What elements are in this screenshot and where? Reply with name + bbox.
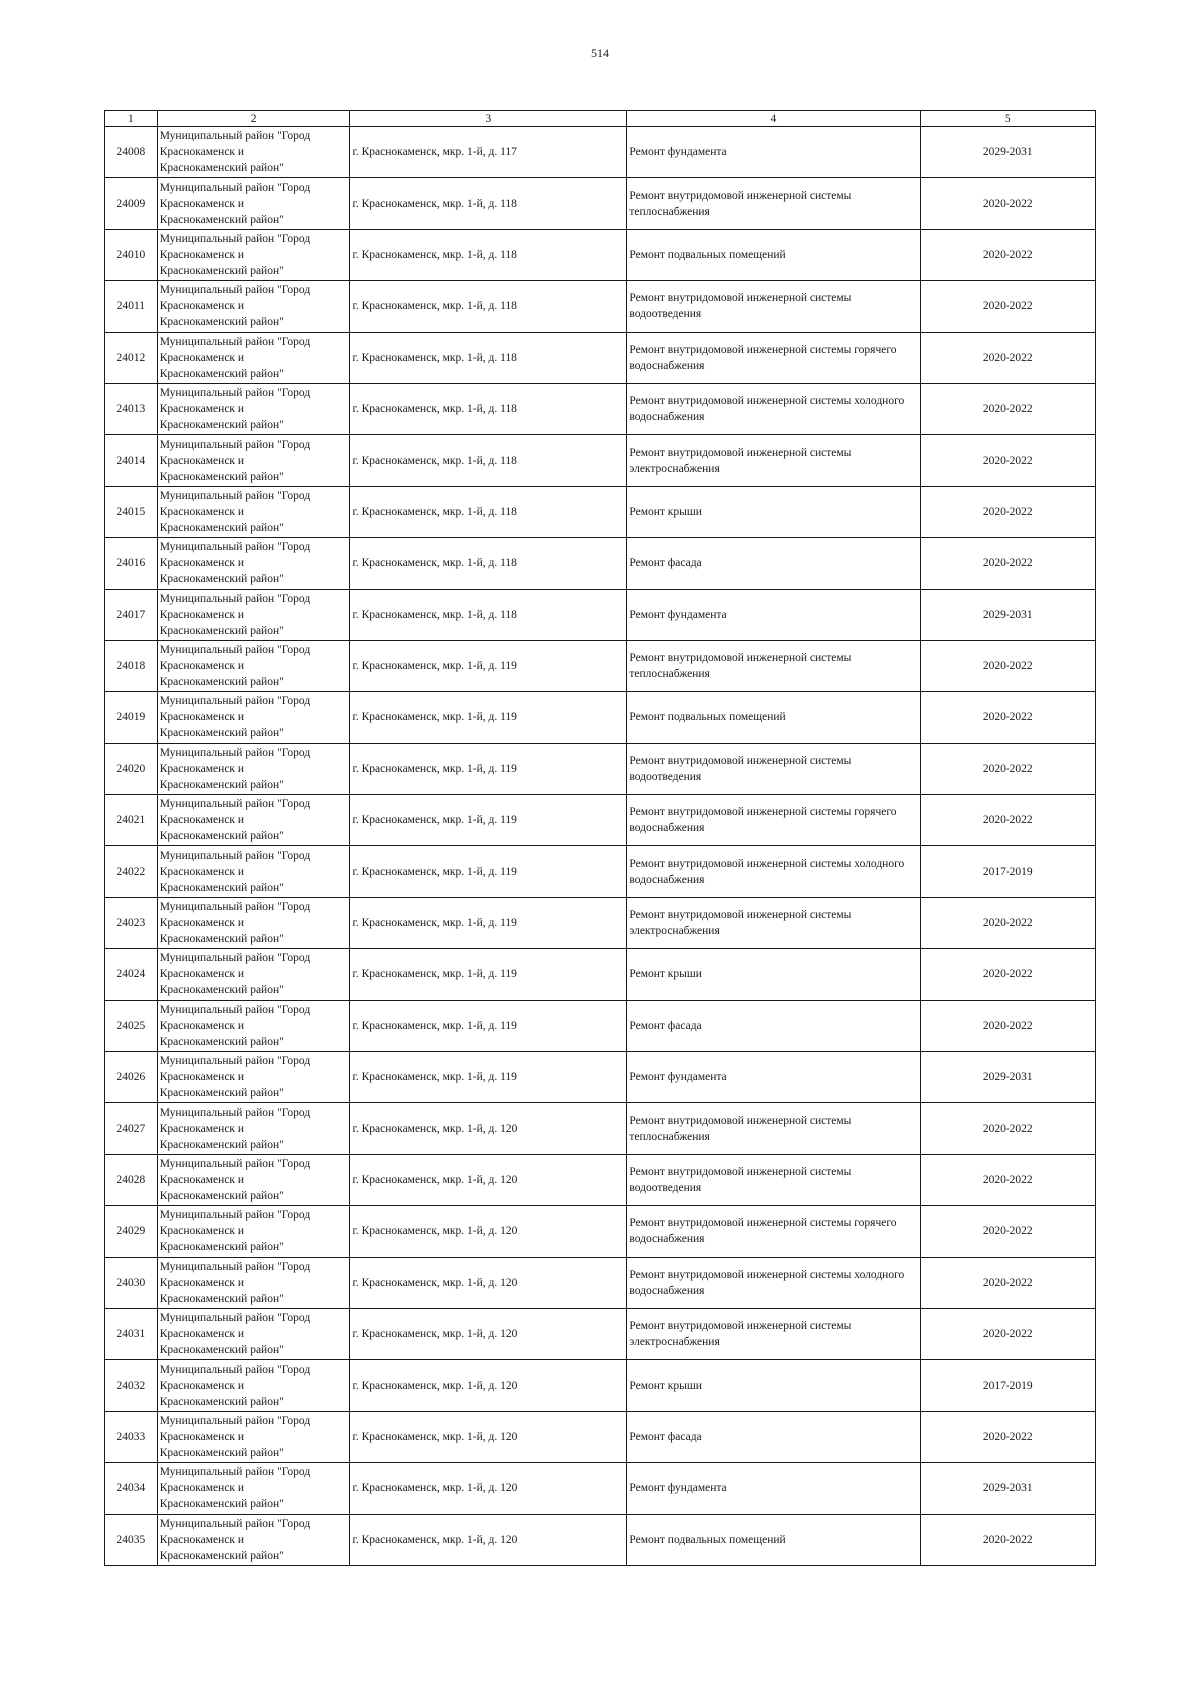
municipality-line: Краснокаменский район": [159, 778, 284, 791]
municipality-cell: [157, 1360, 350, 1411]
municipality-line: Краснокаменск и: [159, 762, 245, 775]
municipality-line: Краснокаменск и: [159, 1276, 245, 1289]
work-type-cell: Ремонт внутридомовой инженерной системы холодного водоснабжения: [627, 383, 920, 434]
municipality-line: Краснокаменский район": [159, 419, 284, 432]
municipality-cell: [157, 1257, 350, 1308]
municipality-cell: [157, 383, 350, 434]
table-row: [105, 486, 1096, 537]
table-header: [105, 111, 1096, 127]
row-number: 24012: [105, 332, 158, 383]
municipality-line: Краснокаменск и: [159, 917, 245, 930]
row-number: 24013: [105, 383, 158, 434]
period-cell: 2020-2022: [920, 949, 1096, 1000]
row-number: 24025: [105, 1000, 158, 1051]
municipality-line: Краснокаменский район": [159, 1344, 284, 1357]
work-type-cell: Ремонт фундамента: [627, 589, 920, 640]
table-row: [105, 640, 1096, 691]
table-row: [105, 1154, 1096, 1205]
row-number: 24014: [105, 435, 158, 486]
municipality-line: Краснокаменский район": [159, 984, 284, 997]
table-row: [105, 846, 1096, 897]
table-body: [105, 127, 1096, 1566]
municipality-line: Краснокаменский район": [159, 470, 284, 483]
table-row: [105, 1000, 1096, 1051]
period-cell: 2020-2022: [920, 1154, 1096, 1205]
table-row: [105, 332, 1096, 383]
municipality-line: Муниципальный район "Город: [159, 1003, 311, 1016]
header-row: [105, 111, 1096, 127]
work-type-cell: Ремонт внутридомовой инженерной системы горячего водоснабжения: [627, 795, 920, 846]
table-row: [105, 281, 1096, 332]
municipality-line: Краснокаменский район": [159, 830, 284, 843]
municipality-cell: [157, 486, 350, 537]
municipality-cell: [157, 640, 350, 691]
municipality-line: Муниципальный район "Город: [159, 1312, 311, 1325]
municipality-cell: [157, 1000, 350, 1051]
municipality-cell: [157, 1052, 350, 1103]
address-cell: г. Краснокаменск, мкр. 1-й, д. 120: [350, 1463, 627, 1514]
table-row: [105, 1463, 1096, 1514]
municipality-cell: [157, 435, 350, 486]
table-row: [105, 127, 1096, 178]
municipality-line: Краснокаменск и: [159, 1071, 245, 1084]
row-number: 24019: [105, 692, 158, 743]
period-cell: 2020-2022: [920, 897, 1096, 948]
work-type-cell: Ремонт внутридомовой инженерной системы электроснабжения: [627, 897, 920, 948]
municipality-line: Краснокаменск и: [159, 814, 245, 827]
municipality-line: Краснокаменск и: [159, 197, 245, 210]
address-cell: г. Краснокаменск, мкр. 1-й, д. 118: [350, 538, 627, 589]
period-cell: 2020-2022: [920, 692, 1096, 743]
municipality-line: Краснокаменск и: [159, 557, 245, 570]
address-cell: г. Краснокаменск, мкр. 1-й, д. 118: [350, 178, 627, 229]
municipality-line: Муниципальный район "Город: [159, 798, 311, 811]
page-number: 514: [591, 46, 609, 60]
municipality-line: Муниципальный район "Город: [159, 1209, 311, 1222]
municipality-line: Краснокаменский район": [159, 624, 284, 637]
municipality-line: Краснокаменский район": [159, 1087, 284, 1100]
address-cell: г. Краснокаменск, мкр. 1-й, д. 120: [350, 1257, 627, 1308]
municipality-line: Краснокаменский район": [159, 264, 284, 277]
work-type-cell: Ремонт внутридомовой инженерной системы теплоснабжения: [627, 1103, 920, 1154]
table-row: [105, 1257, 1096, 1308]
row-number: 24028: [105, 1154, 158, 1205]
municipality-line: Краснокаменск и: [159, 608, 245, 621]
address-cell: г. Краснокаменск, мкр. 1-й, д. 118: [350, 435, 627, 486]
row-number: 24031: [105, 1308, 158, 1359]
row-number: 24017: [105, 589, 158, 640]
address-cell: г. Краснокаменск, мкр. 1-й, д. 119: [350, 692, 627, 743]
municipality-cell: [157, 1411, 350, 1462]
row-number: 24009: [105, 178, 158, 229]
work-type-cell: Ремонт подвальных помещений: [627, 229, 920, 280]
column-header-2: 2: [157, 111, 350, 127]
table-row: [105, 178, 1096, 229]
address-cell: г. Краснокаменск, мкр. 1-й, д. 120: [350, 1360, 627, 1411]
municipality-line: Краснокаменский район": [159, 213, 284, 226]
municipality-cell: [157, 846, 350, 897]
municipality-line: Муниципальный район "Город: [159, 1466, 311, 1479]
work-type-cell: Ремонт внутридомовой инженерной системы водоотведения: [627, 1154, 920, 1205]
address-cell: г. Краснокаменск, мкр. 1-й, д. 119: [350, 1052, 627, 1103]
municipality-line: Муниципальный район "Город: [159, 695, 311, 708]
municipality-line: Краснокаменский район": [159, 1292, 284, 1305]
municipality-line: Краснокаменский район": [159, 1498, 284, 1511]
address-cell: г. Краснокаменск, мкр. 1-й, д. 118: [350, 383, 627, 434]
period-cell: 2020-2022: [920, 1308, 1096, 1359]
row-number: 24021: [105, 795, 158, 846]
work-type-cell: Ремонт крыши: [627, 949, 920, 1000]
column-header-3: 3: [350, 111, 627, 127]
table-row: [105, 743, 1096, 794]
address-cell: г. Краснокаменск, мкр. 1-й, д. 117: [350, 127, 627, 178]
municipality-cell: [157, 1103, 350, 1154]
municipality-cell: [157, 1154, 350, 1205]
municipality-line: Краснокаменск и: [159, 146, 245, 159]
address-cell: г. Краснокаменск, мкр. 1-й, д. 118: [350, 229, 627, 280]
period-cell: 2017-2019: [920, 1360, 1096, 1411]
municipality-line: Краснокаменский район": [159, 933, 284, 946]
period-cell: 2020-2022: [920, 332, 1096, 383]
municipality-cell: [157, 229, 350, 280]
work-type-cell: Ремонт фасада: [627, 1000, 920, 1051]
row-number: 24022: [105, 846, 158, 897]
address-cell: г. Краснокаменск, мкр. 1-й, д. 118: [350, 281, 627, 332]
municipality-line: Краснокаменск и: [159, 1225, 245, 1238]
row-number: 24030: [105, 1257, 158, 1308]
table-row: [105, 1206, 1096, 1257]
municipality-line: Краснокаменский район": [159, 573, 284, 586]
municipality-line: Муниципальный район "Город: [159, 644, 311, 657]
municipality-line: Краснокаменский район": [159, 162, 284, 175]
municipality-cell: [157, 1206, 350, 1257]
address-cell: г. Краснокаменск, мкр. 1-й, д. 120: [350, 1154, 627, 1205]
period-cell: 2020-2022: [920, 281, 1096, 332]
work-type-cell: Ремонт подвальных помещений: [627, 1514, 920, 1565]
municipality-line: Муниципальный район "Город: [159, 181, 311, 194]
period-cell: 2029-2031: [920, 589, 1096, 640]
table-row: [105, 1052, 1096, 1103]
table-row: [105, 795, 1096, 846]
period-cell: 2020-2022: [920, 795, 1096, 846]
repair-register-table: [104, 110, 1096, 1566]
municipality-cell: [157, 332, 350, 383]
municipality-line: Муниципальный район "Город: [159, 901, 311, 914]
period-cell: 2020-2022: [920, 435, 1096, 486]
work-type-cell: Ремонт фасада: [627, 1411, 920, 1462]
address-cell: г. Краснокаменск, мкр. 1-й, д. 120: [350, 1411, 627, 1462]
column-header-4: 4: [627, 111, 920, 127]
period-cell: 2020-2022: [920, 640, 1096, 691]
period-cell: 2020-2022: [920, 1103, 1096, 1154]
address-cell: г. Краснокаменск, мкр. 1-й, д. 120: [350, 1514, 627, 1565]
municipality-cell: [157, 949, 350, 1000]
period-cell: 2020-2022: [920, 538, 1096, 589]
municipality-cell: [157, 1308, 350, 1359]
work-type-cell: Ремонт крыши: [627, 486, 920, 537]
period-cell: 2029-2031: [920, 127, 1096, 178]
period-cell: 2029-2031: [920, 1463, 1096, 1514]
work-type-cell: Ремонт крыши: [627, 1360, 920, 1411]
table-row: [105, 692, 1096, 743]
table-row: [105, 538, 1096, 589]
municipality-line: Краснокаменский район": [159, 316, 284, 329]
work-type-cell: Ремонт внутридомовой инженерной системы водоотведения: [627, 281, 920, 332]
municipality-line: Муниципальный район "Город: [159, 1363, 311, 1376]
row-number: 24023: [105, 897, 158, 948]
municipality-line: Краснокаменский район": [159, 1549, 284, 1562]
period-cell: 2020-2022: [920, 1257, 1096, 1308]
municipality-cell: [157, 281, 350, 332]
municipality-line: Краснокаменский район": [159, 1138, 284, 1151]
period-cell: 2029-2031: [920, 1052, 1096, 1103]
row-number: 24018: [105, 640, 158, 691]
address-cell: г. Краснокаменск, мкр. 1-й, д. 118: [350, 486, 627, 537]
municipality-line: Краснокаменский район": [159, 367, 284, 380]
address-cell: г. Краснокаменск, мкр. 1-й, д. 119: [350, 897, 627, 948]
municipality-line: Краснокаменск и: [159, 1379, 245, 1392]
municipality-line: Муниципальный район "Город: [159, 489, 311, 502]
work-type-cell: Ремонт подвальных помещений: [627, 692, 920, 743]
row-number: 24020: [105, 743, 158, 794]
municipality-line: Краснокаменск и: [159, 968, 245, 981]
municipality-line: Краснокаменск и: [159, 351, 245, 364]
address-cell: г. Краснокаменск, мкр. 1-й, д. 119: [350, 743, 627, 794]
municipality-line: Краснокаменск и: [159, 1482, 245, 1495]
municipality-line: Муниципальный район "Город: [159, 438, 311, 451]
work-type-cell: Ремонт фундамента: [627, 1463, 920, 1514]
municipality-cell: [157, 692, 350, 743]
municipality-cell: [157, 127, 350, 178]
municipality-line: Краснокаменск и: [159, 1328, 245, 1341]
address-cell: г. Краснокаменск, мкр. 1-й, д. 120: [350, 1308, 627, 1359]
work-type-cell: Ремонт фасада: [627, 538, 920, 589]
municipality-line: Краснокаменский район": [159, 1241, 284, 1254]
municipality-line: Краснокаменск и: [159, 1019, 245, 1032]
municipality-cell: [157, 743, 350, 794]
municipality-line: Муниципальный район "Город: [159, 387, 311, 400]
municipality-cell: [157, 538, 350, 589]
address-cell: г. Краснокаменск, мкр. 1-й, д. 119: [350, 1000, 627, 1051]
municipality-line: Краснокаменск и: [159, 660, 245, 673]
municipality-line: Муниципальный район "Город: [159, 1055, 311, 1068]
row-number: 24016: [105, 538, 158, 589]
table-row: [105, 1514, 1096, 1565]
row-number: 24034: [105, 1463, 158, 1514]
period-cell: 2020-2022: [920, 1411, 1096, 1462]
municipality-line: Краснокаменск и: [159, 300, 245, 313]
municipality-cell: [157, 589, 350, 640]
row-number: 24029: [105, 1206, 158, 1257]
municipality-line: Краснокаменский район": [159, 521, 284, 534]
municipality-line: Муниципальный район "Город: [159, 1517, 311, 1530]
municipality-line: Краснокаменский район": [159, 727, 284, 740]
address-cell: г. Краснокаменск, мкр. 1-й, д. 120: [350, 1103, 627, 1154]
period-cell: 2020-2022: [920, 486, 1096, 537]
period-cell: 2020-2022: [920, 178, 1096, 229]
municipality-line: Краснокаменск и: [159, 454, 245, 467]
municipality-line: Муниципальный район "Город: [159, 952, 311, 965]
work-type-cell: Ремонт фундамента: [627, 127, 920, 178]
municipality-line: Муниципальный район "Город: [159, 130, 311, 143]
municipality-line: Краснокаменск и: [159, 248, 245, 261]
municipality-cell: [157, 897, 350, 948]
municipality-line: Краснокаменск и: [159, 1430, 245, 1443]
work-type-cell: Ремонт фундамента: [627, 1052, 920, 1103]
period-cell: 2020-2022: [920, 229, 1096, 280]
municipality-line: Краснокаменский район": [159, 881, 284, 894]
table-row: [105, 949, 1096, 1000]
municipality-cell: [157, 178, 350, 229]
municipality-line: Краснокаменский район": [159, 1395, 284, 1408]
municipality-cell: [157, 1514, 350, 1565]
row-number: 24027: [105, 1103, 158, 1154]
municipality-line: Краснокаменск и: [159, 865, 245, 878]
period-cell: 2020-2022: [920, 1000, 1096, 1051]
row-number: 24033: [105, 1411, 158, 1462]
row-number: 24024: [105, 949, 158, 1000]
municipality-cell: [157, 795, 350, 846]
municipality-line: Краснокаменск и: [159, 403, 245, 416]
work-type-cell: Ремонт внутридомовой инженерной системы горячего водоснабжения: [627, 1206, 920, 1257]
table-row: [105, 1103, 1096, 1154]
municipality-cell: [157, 1463, 350, 1514]
row-number: 24011: [105, 281, 158, 332]
table-row: [105, 435, 1096, 486]
municipality-line: Краснокаменский район": [159, 676, 284, 689]
period-cell: 2017-2019: [920, 846, 1096, 897]
row-number: 24010: [105, 229, 158, 280]
period-cell: 2020-2022: [920, 1514, 1096, 1565]
work-type-cell: Ремонт внутридомовой инженерной системы теплоснабжения: [627, 640, 920, 691]
work-type-cell: Ремонт внутридомовой инженерной системы теплоснабжения: [627, 178, 920, 229]
table-row: [105, 229, 1096, 280]
address-cell: г. Краснокаменск, мкр. 1-й, д. 119: [350, 640, 627, 691]
work-type-cell: Ремонт внутридомовой инженерной системы водоотведения: [627, 743, 920, 794]
municipality-line: Краснокаменский район": [159, 1446, 284, 1459]
work-type-cell: Ремонт внутридомовой инженерной системы холодного водоснабжения: [627, 846, 920, 897]
municipality-line: Краснокаменский район": [159, 1190, 284, 1202]
municipality-line: Муниципальный район "Город: [159, 1158, 311, 1170]
period-cell: 2020-2022: [920, 743, 1096, 794]
column-header-1: 1: [105, 111, 158, 127]
address-cell: г. Краснокаменск, мкр. 1-й, д. 118: [350, 589, 627, 640]
table-row: [105, 897, 1096, 948]
work-type-cell: Ремонт внутридомовой инженерной системы электроснабжения: [627, 435, 920, 486]
municipality-line: Муниципальный район "Город: [159, 284, 311, 297]
table-row: [105, 1308, 1096, 1359]
table-row: [105, 589, 1096, 640]
work-type-cell: Ремонт внутридомовой инженерной системы холодного водоснабжения: [627, 1257, 920, 1308]
municipality-line: Краснокаменск и: [159, 505, 245, 518]
row-number: 24015: [105, 486, 158, 537]
period-cell: 2020-2022: [920, 1206, 1096, 1257]
address-cell: г. Краснокаменск, мкр. 1-й, д. 119: [350, 949, 627, 1000]
municipality-line: Муниципальный район "Город: [159, 592, 311, 605]
municipality-line: Краснокаменск и: [159, 1122, 245, 1135]
municipality-line: Муниципальный район "Город: [159, 746, 311, 759]
table-row: [105, 383, 1096, 434]
municipality-line: Краснокаменск и: [159, 711, 245, 724]
table-row: [105, 1411, 1096, 1462]
municipality-line: Муниципальный район "Город: [159, 335, 311, 348]
address-cell: г. Краснокаменск, мкр. 1-й, д. 119: [350, 795, 627, 846]
municipality-line: Муниципальный район "Город: [159, 1106, 311, 1119]
municipality-line: Краснокаменск и: [159, 1174, 245, 1186]
column-header-5: 5: [920, 111, 1096, 127]
municipality-line: Муниципальный район "Город: [159, 1414, 311, 1427]
row-number: 24032: [105, 1360, 158, 1411]
municipality-line: Краснокаменск и: [159, 1533, 245, 1546]
table-row: [105, 1360, 1096, 1411]
address-cell: г. Краснокаменск, мкр. 1-й, д. 120: [350, 1206, 627, 1257]
period-cell: 2020-2022: [920, 383, 1096, 434]
address-cell: г. Краснокаменск, мкр. 1-й, д. 118: [350, 332, 627, 383]
municipality-line: Муниципальный район "Город: [159, 232, 311, 245]
municipality-line: Муниципальный район "Город: [159, 849, 311, 862]
row-number: 24026: [105, 1052, 158, 1103]
address-cell: г. Краснокаменск, мкр. 1-й, д. 119: [350, 846, 627, 897]
municipality-line: Краснокаменский район": [159, 1035, 284, 1048]
municipality-line: Муниципальный район "Город: [159, 1260, 311, 1273]
row-number: 24008: [105, 127, 158, 178]
work-type-cell: Ремонт внутридомовой инженерной системы горячего водоснабжения: [627, 332, 920, 383]
municipality-line: Муниципальный район "Город: [159, 541, 311, 554]
row-number: 24035: [105, 1514, 158, 1565]
work-type-cell: Ремонт внутридомовой инженерной системы электроснабжения: [627, 1308, 920, 1359]
